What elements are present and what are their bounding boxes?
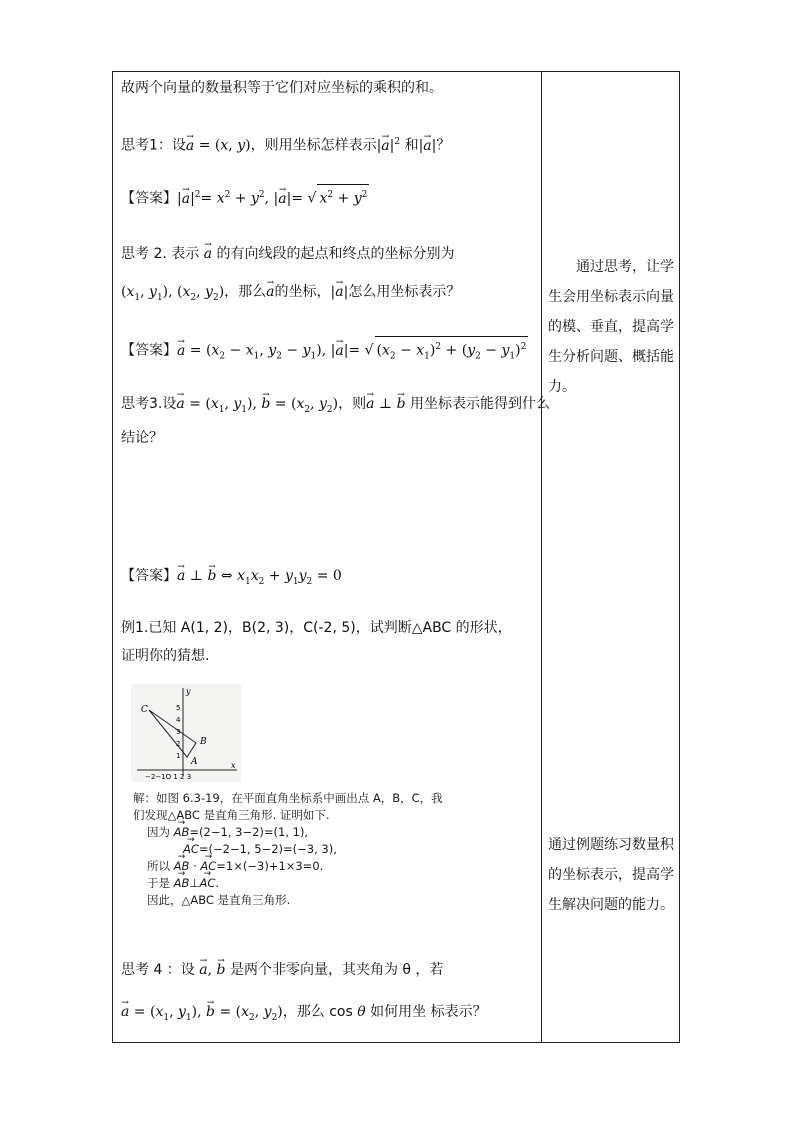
ytick-1: 1	[176, 752, 181, 760]
solution-line-1: 解：如图 6.3-19，在平面直角坐标系中画出点 A，B，C，我	[133, 791, 443, 805]
solution-line-6: 于是 → AB⊥→ AC.	[133, 875, 503, 892]
think3-line2: 结论？	[121, 430, 163, 446]
answer2-line: 【答案】→ $a = (x_2 - x_1$, $y_2 - y_1$), |→ a|= √ $(x_2 - x_1)^2 + (y_2 - y_1)^2$	[121, 336, 528, 366]
label-c: C	[141, 705, 148, 715]
label-b: B	[200, 737, 207, 747]
solution-line-7: 因此，△ABC 是直角三角形.	[147, 893, 291, 907]
ytick-5: 5	[176, 704, 181, 712]
example1-line2: 证明你的猜想.	[121, 648, 210, 664]
example1-line1: 例1.已知 A(1, 2)，B(2, 3)，C(-2, 5)，试判断△ABC 的形状，	[121, 620, 512, 636]
ytick-3: 3	[176, 728, 181, 736]
think4-line2: → $a = (x_1$, $y_1$), → $b = (x_2$, $y_2$)，那么 cos θ 如何用坐 标表示？	[121, 1002, 487, 1028]
think2-line1: 思考 2. 表示 → a 的有向线段的起点和终点的坐标分别为	[121, 244, 455, 264]
coordinate-plot	[131, 684, 241, 782]
triangle-figure	[131, 684, 241, 782]
answer3-line: 【答案】→ a ⊥ → b ⇔ $x_1x_2 + y_1y_2 = 0$	[121, 566, 342, 592]
think2-line2: ($x_1$, $y_1$), ($x_2$, $y_2$)，那么→ a的坐标，|→ a|怎么用坐标表示？	[121, 282, 460, 308]
lesson-table	[112, 71, 680, 1043]
side-note-1: 通过思考，让学生会用坐标表示向量的模、垂直，提高学生分析问题、概括能力。	[548, 259, 674, 395]
main-content-cell	[113, 72, 550, 1042]
answer1-line: 【答案】|→ $a|^2= x^2 + y^2$, |→ a|= √ $x^2 + y^2$	[121, 184, 369, 209]
triangle-abc	[149, 710, 196, 757]
side-note-2: 通过例题练习数量积的坐标表示，提高学生解决问题的能力。	[548, 837, 674, 913]
think4-line1: 思考 4 ：设 → a, → b 是两个非零向量，其夹角为 θ ，若	[121, 960, 443, 980]
side-notes-cell	[542, 72, 681, 1042]
think1-line: 思考1：设→ a = (x, y)，则用坐标怎样表示|→ $a|^2$ 和|→ a|？	[121, 132, 450, 156]
ytick-2: 2	[176, 740, 181, 748]
intro-line: 故两个向量的数量积等于它们对应坐标的乘积的和。	[121, 80, 443, 96]
xticks: −2−1O 1 2 3	[145, 773, 192, 781]
solution-line-3: 因为 → AB=(2−1, 3−2)=(1, 1),	[133, 824, 503, 841]
label-y: y	[186, 687, 191, 696]
think3-line1: 思考3.设→ $a = (x_1$, $y_1$), → $b = (x_2$, $y_2$)，则→ a ⊥ → b 用坐标表示能得到什么	[121, 394, 550, 420]
solution-line-5: 所以 → AB · → AC=1×(−3)+1×3=0.	[133, 858, 503, 875]
label-x: x	[231, 761, 236, 770]
solution-line-4: → AC=(−2−1, 5−2)=(−3, 3),	[133, 841, 503, 858]
solution-line-2: 们发现△ABC 是直角三角形. 证明如下.	[133, 808, 330, 822]
solution-block	[133, 790, 503, 909]
label-a: A	[191, 757, 198, 767]
ytick-4: 4	[176, 716, 181, 724]
